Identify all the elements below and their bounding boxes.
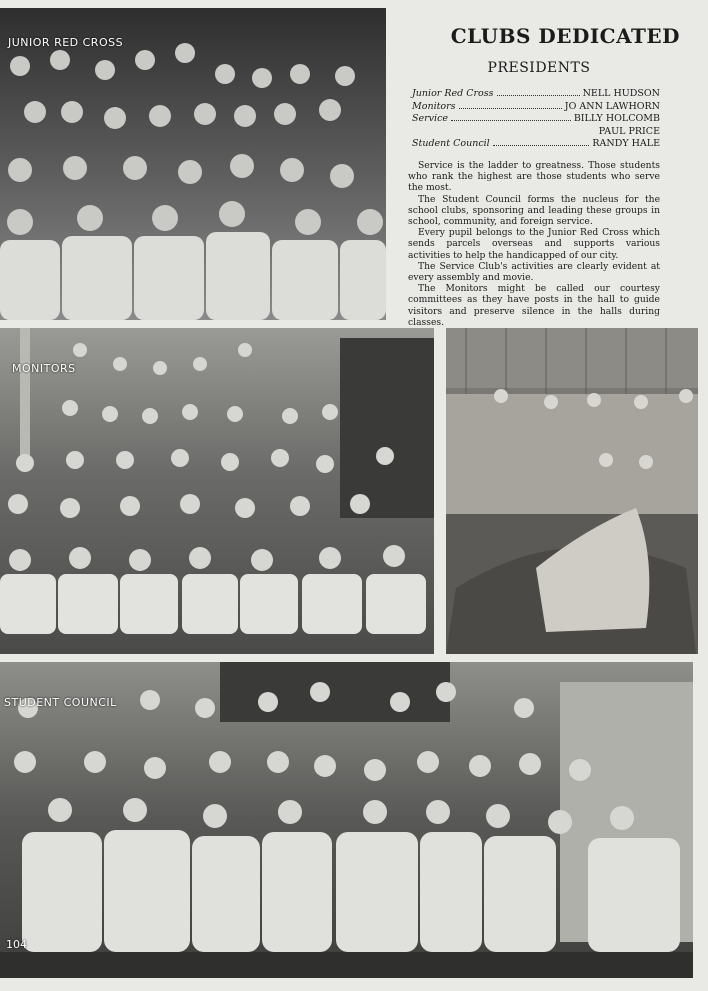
roster-name: JO ANN LAWHORN <box>564 100 660 112</box>
monitors-photo <box>0 328 434 654</box>
leader-dots <box>497 95 580 96</box>
leader-dots <box>493 145 590 146</box>
junior-red-cross-photo <box>0 8 386 320</box>
paragraph: The Service Club's activities are clearly evident at every assembly and movie. <box>408 260 660 284</box>
paragraph: Every pupil belongs to the Junior Red Cross which sends parcels overseas and supports various activities to help the handicapped of our city. <box>408 227 660 261</box>
page-title: CLUBS DEDICATED <box>450 24 680 48</box>
paragraph: The Monitors might be called our courtesy committees as they have posts in the hall to guide visitors and preserve silence in the halls during classes. <box>408 283 660 328</box>
leader-dots <box>459 108 562 109</box>
roster-row <box>412 138 660 151</box>
roster-name: NELL HUDSON <box>582 88 660 99</box>
group-photo-image <box>0 662 693 978</box>
roster-row <box>412 88 660 101</box>
roster-role: Monitors <box>412 100 456 112</box>
student-council-photo <box>0 662 693 978</box>
roster-name: PAUL PRICE <box>598 125 660 137</box>
roster-continuation <box>412 126 660 139</box>
clubs-text-panel <box>398 8 698 328</box>
paragraph: Service is the ladder to greatness. Those students who rank the highest are those students who serve the most. <box>408 160 660 194</box>
leader-dots <box>451 120 571 121</box>
group-photo-image <box>0 8 386 320</box>
group-photo-image <box>0 328 434 654</box>
student-council-label: STUDENT COUNCIL <box>4 696 117 709</box>
roster-row <box>412 113 660 126</box>
presidents-roster <box>412 88 660 151</box>
service-club-photo <box>446 328 698 654</box>
monitors-label: MONITORS <box>12 362 76 375</box>
group-photo-image <box>446 328 698 654</box>
roster-row <box>412 101 660 114</box>
page-number: 104 <box>6 938 27 951</box>
paragraph: The Student Council forms the nucleus for the school clubs, sponsoring and leading these groups in school, community, and foreign service. <box>408 193 660 228</box>
roster-role: Junior Red Cross <box>412 88 494 99</box>
roster-role: Service <box>412 113 449 124</box>
junior-red-cross-label: JUNIOR RED CROSS <box>8 36 124 49</box>
presidents-heading: PRESIDENTS <box>487 60 591 76</box>
roster-name: BILLY HOLCOMB <box>573 113 660 124</box>
roster-name: RANDY HALE <box>592 138 660 149</box>
roster-role: Student Council <box>412 138 490 149</box>
article-body <box>408 160 660 328</box>
